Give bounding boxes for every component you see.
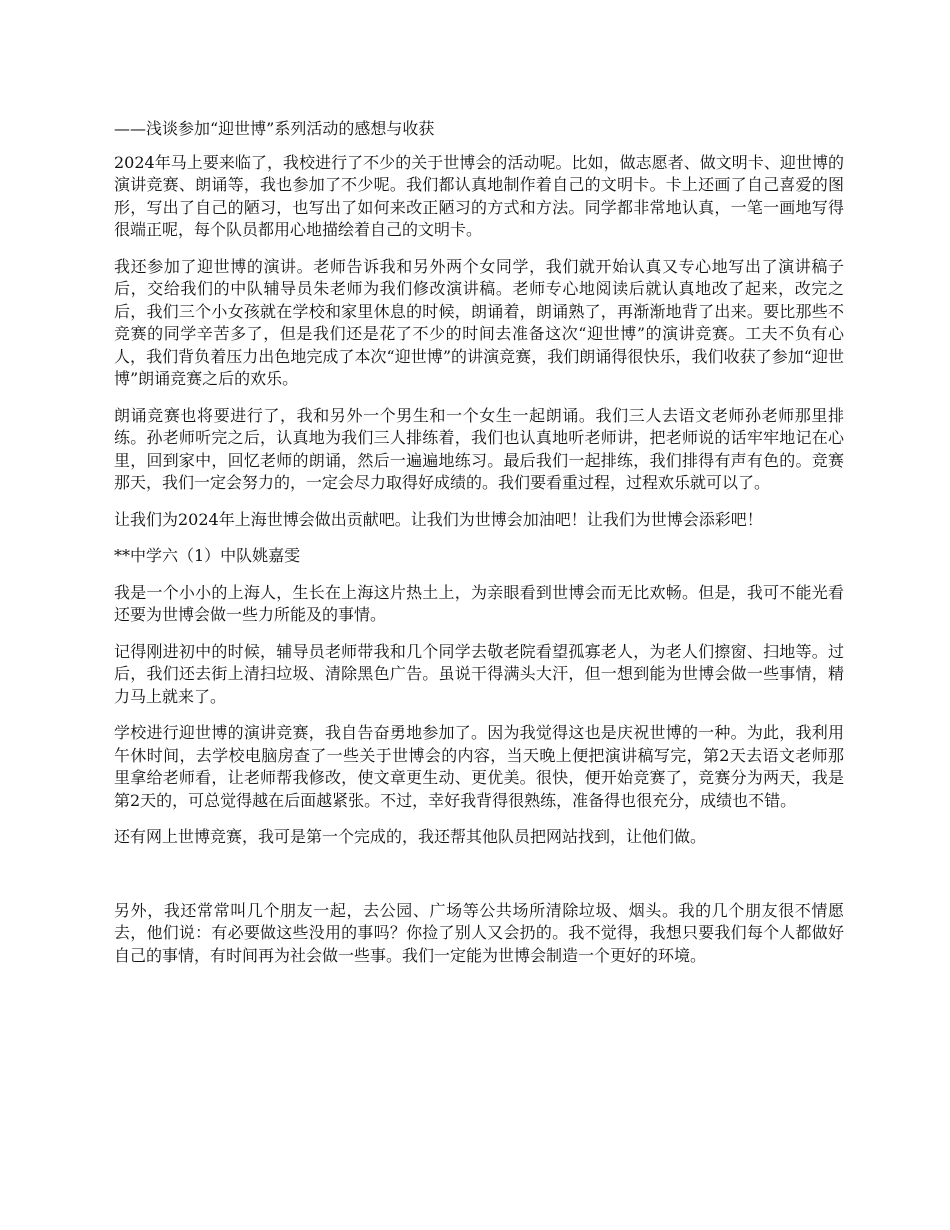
document-page: [114, 118, 844, 981]
paragraph-recitation-contest: 朗诵竞赛也将要进行了，我和另外一个男生和一个女生一起朗诵。我们三人去语文老师孙老师那里排练。孙老师听完之后，认真地为我们三人排练着，我们也认真地听老师讲，把老师说的话牢牢地记在心里，回到家中，回忆老师的朗诵，然后一遍遍地练习。最后我们一起排练，我们排得有声有色的。竞赛那天，我们一定会努力的，一定会尽力取得好成绩的。我们要看重过程，过程欢乐就可以了。: [114, 405, 844, 492]
document-subtitle: ——浅谈参加“迎世博”系列活动的感想与收获: [114, 119, 435, 138]
paragraph-closing-cheer: 让我们为2024年上海世博会做出贡献吧。让我们为世博会加油吧！让我们为世博会添彩吧！: [114, 509, 763, 529]
paragraph-speech-preparation: 学校进行迎世博的演讲竞赛，我自告奋勇地参加了。因为我觉得这也是庆祝世博的一种。为此，我利用午休时间，去学校电脑房查了一些关于世博会的内容，当天晚上便把演讲稿写完，第2天去语文老师那里拿给老师看，让老师帮我修改，使文章更生动、更优美。很快，便开始竞赛了，竞赛分为两天，我是第2天的，可总觉得越在后面越紧张。不过，幸好我背得很熟练，准备得也很充分，成绩也不错。: [114, 723, 844, 810]
author-byline: **中学六（1）中队姚嘉雯: [114, 546, 301, 565]
paragraph-speech-contest: 我还参加了迎世博的演讲。老师告诉我和另外两个女同学，我们就开始认真又专心地写出了演讲稿子后，交给我们的中队辅导员朱老师为我们修改演讲稿。老师专心地阅读后就认真地改了起来，改完之后，我们三个小女孩就在学校和家里休息的时候，朗诵着，朗诵熟了，再渐渐地背了出来。要比那些不竞赛的同学辛苦多了，但是我们还是花了不少的时间去准备这次“迎世博”的演讲竞赛。工夫不负有心人，我们背负着压力出色地完成了本次“迎世博”的讲演竞赛，我们朗诵得很快乐，我们收获了参加“迎世博”朗诵竞赛之后的欢乐。: [114, 256, 844, 388]
paragraph-volunteer-work: 记得刚进初中的时候，辅导员老师带我和几个同学去敬老院看望孤寡老人，为老人们擦窗、扫地等。过后，我们还去街上清扫垃圾、清除黑色广告。虽说干得满头大汗，但一想到能为世博会做一些事情，精力马上就来了。: [114, 641, 844, 706]
paragraph-little-shanghainese: 我是一个小小的上海人，生长在上海这片热土上，为亲眼看到世博会而无比欢畅。但是，我可不能光看还要为世博会做一些力所能及的事情。: [114, 582, 844, 624]
paragraph-online-contest: 还有网上世博竞赛，我可是第一个完成的，我还帮其他队员把网站找到，让他们做。: [114, 827, 707, 846]
paragraph-prepare-cards: 2024年马上要来临了，我校进行了不少的关于世博会的活动呢。比如，做志愿者、做文明卡、迎世博的演讲竞赛、朗诵等，我也参加了不少呢。我们都认真地制作着自己的文明卡。卡上还画了自己喜爱的图形，写出了自己的陋习，也写出了如何来改正陋习的方式和方法。同学都非常地认真，一笔一画地写得很端正呢，每个队员都用心地描绘着自己的文明卡。: [114, 152, 844, 239]
paragraph-cleaning-litter: 另外，我还常常叫几个朋友一起，去公园、广场等公共场所清除垃圾、烟头。我的几个朋友很不情愿去，他们说：有必要做这些没用的事吗？你捡了别人又会扔的。我不觉得，我想只要我们每个人都做好自己的事情，有时间再为社会做一些事。我们一定能为世博会制造一个更好的环境。: [114, 900, 844, 965]
paragraph-gap: [114, 863, 844, 900]
